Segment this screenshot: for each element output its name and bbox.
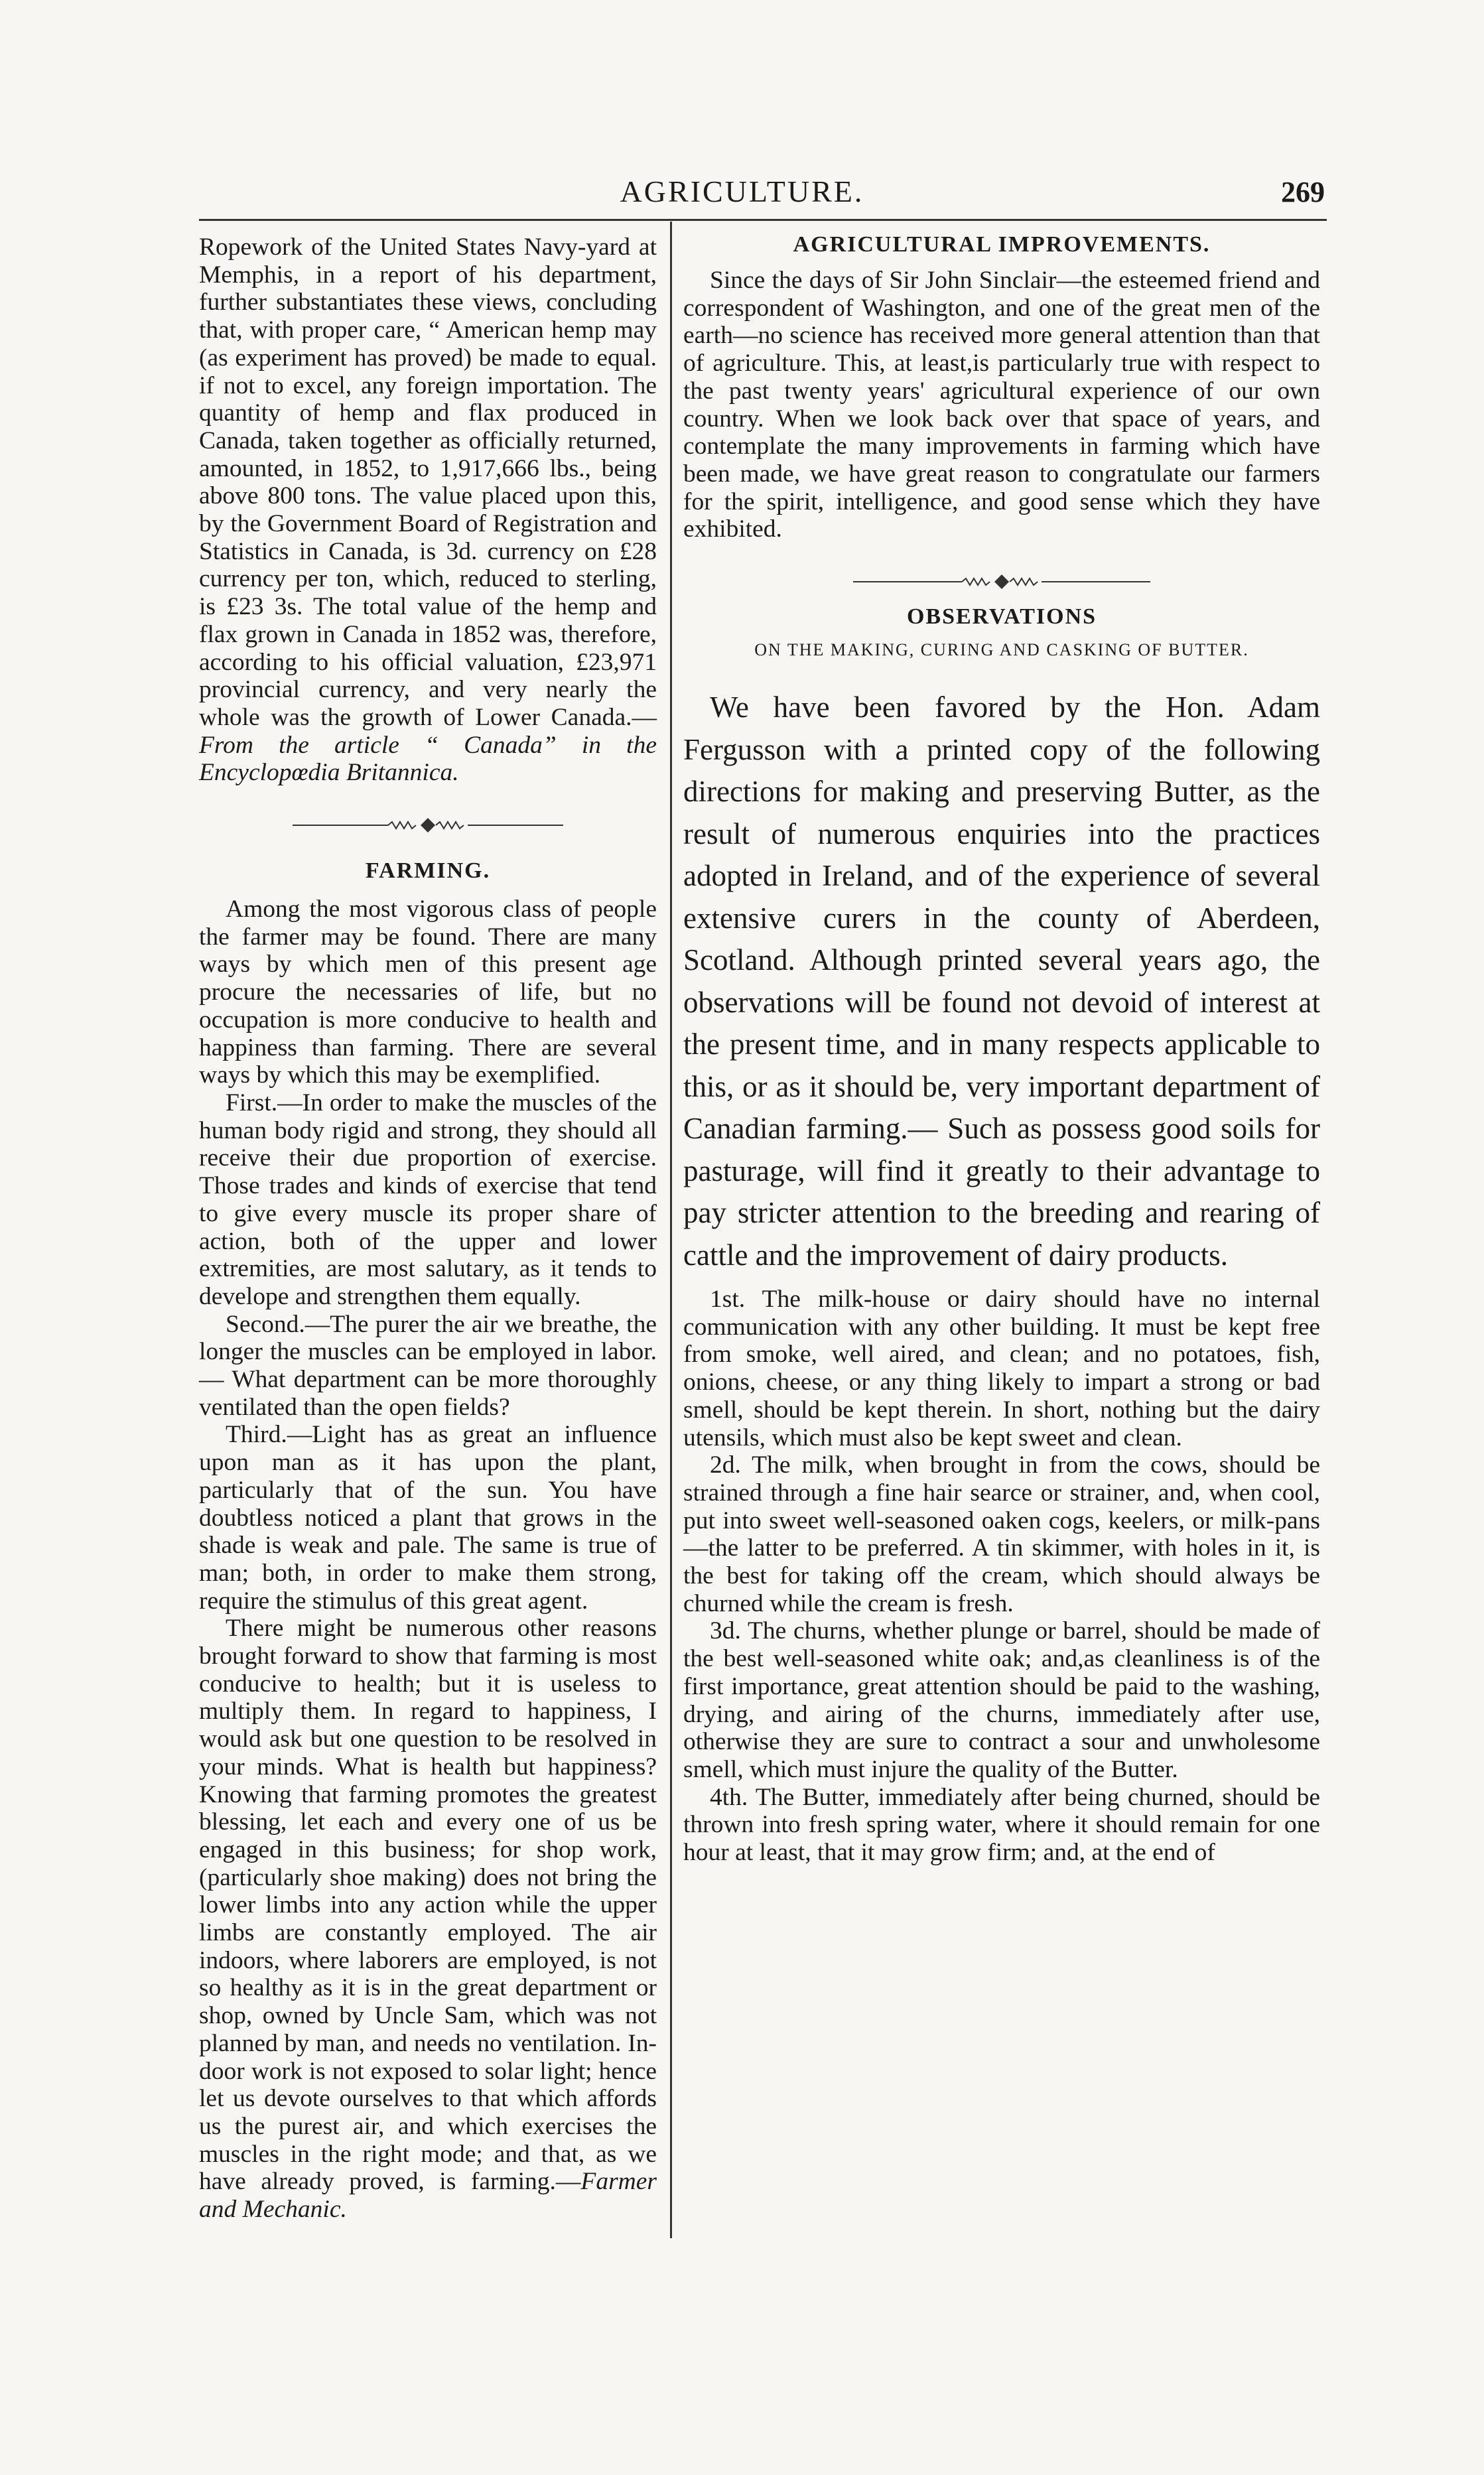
column-divider (670, 222, 672, 2238)
right-column (683, 226, 1320, 1867)
farming-heading: FARMING. (365, 858, 491, 884)
farming-paragraph: Among the most vigorous class of people the farmer may be found. There are many ways by which men of this present age procure the necessaries of life, but no occupation is more conducive to health and happiness than farming. There are several ways by which this may be exemplified. (199, 896, 657, 1089)
farming-paragraph: Third.—Light has as great an influence upon man as it has upon the plant, particularly that of the sun. You have doubtless noticed a plant that grows in the shade is weak and pale. The same is true of man; both, in order to make them strong, require the stimulus of this great agent. (199, 1421, 657, 1615)
header-rule (199, 219, 1327, 221)
carryover-text: Ropework of the United States Navy-yard at Memphis, in a report of his department, further substantiates these views, concluding that, with proper care, “ American hemp may (as experiment has proved) be made to equal. if not to excel, any foreign importation. The quantity of hemp and flax produced in Canada, taken together as officially returned, amounted, in 1852, to 1,917,666 lbs., being above 800 tons. The value placed upon this, by the Government Board of Registration and Statistics in Canada, is 3d. currency on £28 currency per ton, which, reduced to sterling, is £23 3s. The total value of the hemp and flax grown in Canada in 1852 was, therefore, according to his official valuation, £23,971 provincial currency, and very nearly the whole was the growth of Lower Canada.— (199, 234, 657, 731)
running-head-title: AGRICULTURE. (620, 174, 864, 208)
numbered-paragraph: 4th. The Butter, immediately after being churned, should be thrown into fresh spring water, where it should remain for one hour at least, that it may grow firm; and, at the end of (683, 1783, 1320, 1867)
page-number: 269 (1281, 176, 1325, 208)
ornament-divider-graphic (289, 816, 567, 835)
left-column (199, 226, 657, 2224)
farming-paragraph: First.—In order to make the muscles of the human body rigid and strong, they should all receive their due proportion of exercise. Those trades and kinds of exercise that tend to give every muscle its proper share of action, both of the upper and lower extremities, are most salutary, as it tends to develope and strengthen them equally. (199, 1089, 657, 1310)
improvements-heading: AGRICULTURAL IMPROVEMENTS. (793, 232, 1211, 257)
numbered-paragraph: 3d. The churns, whether plunge or barrel, should be made of the best well-seasoned white oak; and,as cleanliness is of the first importance, great attention should be paid to the washing, drying, and airing of the churns, immediately after use, otherwise they are sure to contract a sour and unwholesome smell, which must injure the quality of the Butter. (683, 1617, 1320, 1783)
farming-final-text: There might be numerous other reasons brought forward to show that farming is most conducive to health; but it is useless to multiply them. In regard to happiness, I would ask but one question to be resolved in your minds. What is health but happiness? Knowing that farming promotes the greatest blessing, let each and every one of us be engaged in this business; for shop work, (particularly shoe making) does not bring the lower limbs into any action while the upper limbs are constantly employed. The air indoors, where laborers are employed, is not so healthy as it is in the great department or shop, owned by Uncle Sam, which was not planned by man, and needs no ventilation. In-door work is not exposed to solar light; hence let us devote ourselves to that which affords us the purest air, and which exercises the muscles in the right mode; and that, as we have already proved, is farming.— (199, 1615, 657, 2196)
running-head (0, 174, 1484, 214)
numbered-paragraph: 1st. The milk-house or dairy should have no internal communication with any other building. It must be kept free from smoke, well aired, and clean; and no potatoes, fish, onions, cheese, or any thing likely to impart a strong or bad smell, should be kept therein. In short, nothing but the dairy utensils, which must also be kept sweet and clean. (683, 1286, 1320, 1451)
observations-heading: OBSERVATIONS (906, 604, 1097, 630)
carryover-paragraph (199, 234, 657, 787)
improvements-paragraph: Since the days of Sir John Sinclair—the esteemed friend and correspondent of Washington, and one of the great men of the earth—no science has received more general attention than that of agriculture. This, at least,is particularly true with respect to the past twenty years' agricultural experience of our own country. When we look back over that space of years, and contemplate the many improvements in farming which have been made, we have great reason to congratulate our farmers for the spirit, intelligence, and good sense which they have exhibited. (683, 267, 1320, 543)
farming-paragraph-final (199, 1615, 657, 2223)
numbered-paragraph: 2d. The milk, when brought in from the cows, should be strained through a fine hair searce or strainer, and, when cool, put into sweet well-seasoned oaken cogs, keelers, or milk-pans—the latter to be preferred. A tin skimmer, with holes in it, is the best for taking off the cream, which should always be churned while the cream is fresh. (683, 1451, 1320, 1617)
observations-subheading: ON THE MAKING, CURING AND CASKING OF BUTTER. (754, 640, 1249, 660)
farming-paragraph: Second.—The purer the air we breathe, the longer the muscles can be employed in labor.— What department can be more thoroughly ventilated than the open fields? (199, 1310, 657, 1421)
source-citation: From the article “ Canada” in the Encyclopœdia Britannica. (199, 731, 657, 787)
ornament-divider (683, 572, 1320, 591)
ornament-divider (199, 816, 657, 835)
butter-intro-paragraph: We have been favored by the Hon. Adam Fergusson with a printed copy of the following directions for making and preserving Butter, as the result of numerous enquiries into the practices adopted in Ireland, and of the experience of several extensive curers in the county of Aberdeen, Scotland. Although printed several years ago, the observations will be found not devoid of interest at the present time, and in many respects applicable to this, or as it should be, very important department of Canadian farming.— Such as possess good soils for pasturage, will find it greatly to their advantage to pay stricter attention to the breeding and rearing of cattle and the improvement of dairy products. (683, 691, 1320, 1272)
ornament-divider-graphic (849, 572, 1154, 591)
farming-source: Farmer and Mechanic. (199, 2168, 657, 2224)
